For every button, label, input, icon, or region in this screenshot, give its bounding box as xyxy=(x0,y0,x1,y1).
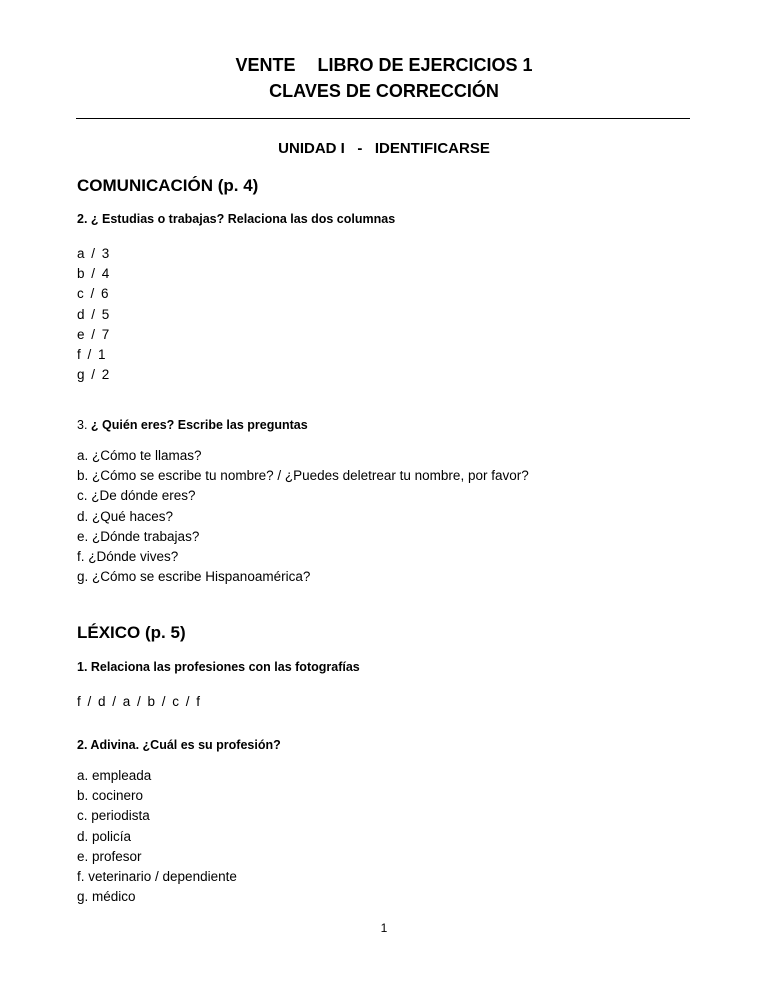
answer-item: f. veterinario / dependiente xyxy=(77,869,237,885)
answer-item: e. ¿Dónde trabajas? xyxy=(77,528,200,544)
answer-list-comunicacion-3 xyxy=(77,446,529,587)
answer-item: f. ¿Dónde vives? xyxy=(77,549,179,565)
answer-item: e. profesor xyxy=(77,848,142,864)
answer-item: a. ¿Cómo te llamas? xyxy=(77,448,202,463)
exercise-title-lexico-2: 2. Adivina. ¿Cuál es su profesión? xyxy=(77,738,281,752)
answer-item: c / 6 xyxy=(77,286,111,302)
answer-item: b. cocinero xyxy=(77,788,144,804)
answer-item: b / 4 xyxy=(77,266,111,282)
exercise-heading: ¿ Quién eres? Escribe las preguntas xyxy=(90,418,308,432)
document-subtitle: CLAVES DE CORRECCIÓN xyxy=(269,81,499,101)
title-libro: LIBRO DE EJERCICIOS 1 xyxy=(317,55,533,75)
answer-item: d. policía xyxy=(77,828,132,844)
document-title xyxy=(0,55,768,76)
answer-item: a / 3 xyxy=(77,246,111,261)
answer-item: g / 2 xyxy=(77,367,111,383)
answer-item: c. periodista xyxy=(77,808,150,824)
exercise-number: 3. xyxy=(77,418,88,432)
answer-item: d / 5 xyxy=(77,306,111,322)
answer-lexico-1 xyxy=(77,692,202,712)
header-divider xyxy=(76,118,690,119)
answer-item: e / 7 xyxy=(77,326,111,342)
answer-item: a. empleada xyxy=(77,768,152,783)
exercise-title-comunicacion-2: 2. ¿ Estudias o trabajas? Relaciona las dos columnas xyxy=(77,212,396,226)
answer-item: c. ¿De dónde eres? xyxy=(77,488,196,504)
section-title-comunicacion: COMUNICACIÓN (p. 4) xyxy=(77,176,259,195)
page-number: 1 xyxy=(380,921,388,935)
exercise-title-lexico-1: 1. Relaciona las profesiones con las fotografías xyxy=(77,660,360,674)
answer-item: b. ¿Cómo se escribe tu nombre? / ¿Puedes deletrear tu nombre, por favor? xyxy=(77,468,529,484)
answer-list-lexico-2 xyxy=(77,766,237,907)
section-title-lexico: LÉXICO (p. 5) xyxy=(77,623,186,642)
answer-item: f / d / a / b / c / f xyxy=(77,694,202,709)
answer-item: g. médico xyxy=(77,889,136,905)
answer-item: d. ¿Qué haces? xyxy=(77,508,174,524)
exercise-title-comunicacion-3 xyxy=(77,418,308,432)
title-vente: VENTE xyxy=(235,55,296,75)
answer-item: f / 1 xyxy=(77,347,108,363)
answer-item: g. ¿Cómo se escribe Hispanoamérica? xyxy=(77,569,311,585)
answer-list-comunicacion-2 xyxy=(77,244,111,385)
unit-title: UNIDAD I - IDENTIFICARSE xyxy=(278,140,490,157)
